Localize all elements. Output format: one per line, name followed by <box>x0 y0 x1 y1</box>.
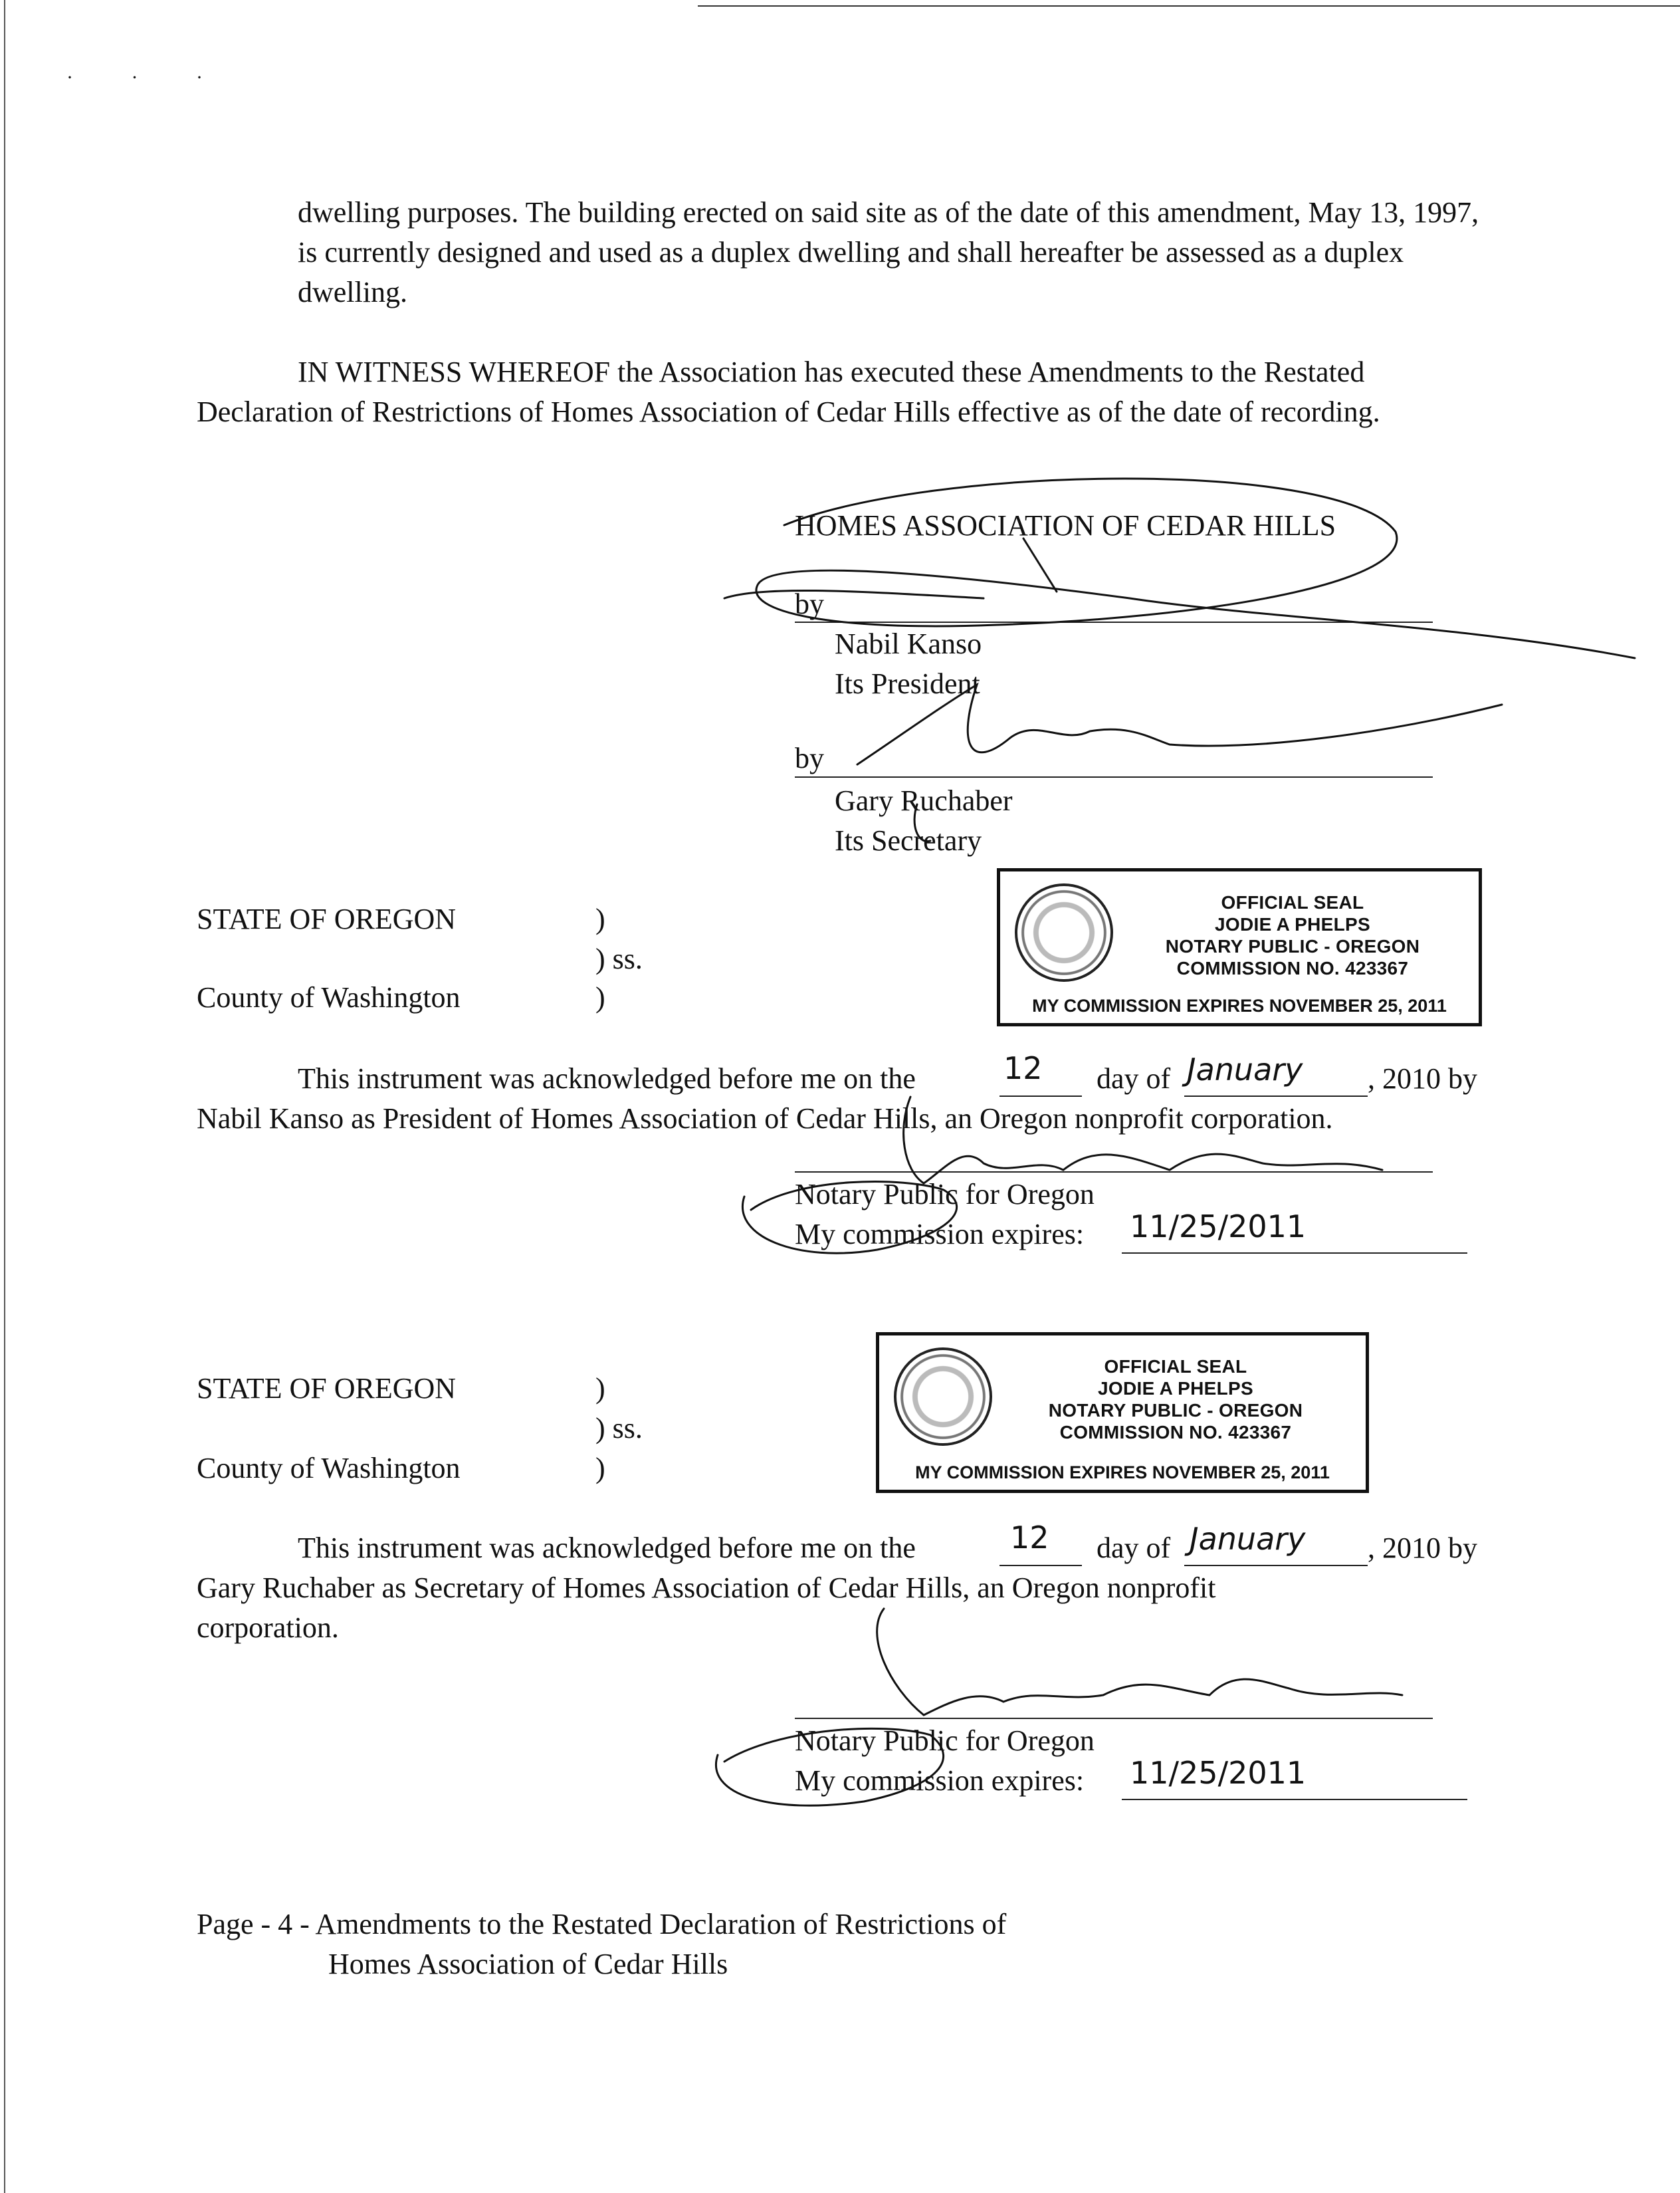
notary-signature-1 <box>742 1097 1382 1253</box>
ack2-text-line3: corporation. <box>197 1611 339 1644</box>
ack1-day: 12 <box>1003 1050 1043 1086</box>
signer-name-secretary: Gary Ruchaber <box>835 784 1013 817</box>
venue-state-2: STATE OF OREGON <box>197 1372 457 1405</box>
ack2-expires-date: 11/25/2011 <box>1130 1755 1307 1791</box>
venue-paren-2b: ) <box>595 1452 605 1484</box>
venue-county-2: County of Washington <box>197 1452 461 1484</box>
signer-title-secretary: Its Secretary <box>835 824 982 857</box>
ack1-text-mid: day of <box>1097 1062 1171 1095</box>
seal-line-4: COMMISSION NO. 423367 <box>1176 958 1409 979</box>
signer-title-president: Its President <box>835 667 980 700</box>
seal-line-5: MY COMMISSION EXPIRES NOVEMBER 25, 2011 <box>1032 996 1447 1016</box>
ack2-notary-label: Notary Public for Oregon <box>795 1724 1095 1757</box>
seal-line-5: MY COMMISSION EXPIRES NOVEMBER 25, 2011 <box>915 1462 1330 1482</box>
seal-line-2: JODIE A PHELPS <box>1098 1378 1253 1399</box>
venue-county-1: County of Washington <box>197 981 461 1014</box>
ack2-expires-label: My commission expires: <box>795 1764 1085 1797</box>
ack2-day: 12 <box>1010 1520 1049 1556</box>
signer-name-president: Nabil Kanso <box>835 628 982 660</box>
ack2-text-mid: day of <box>1097 1532 1171 1564</box>
seal-line-1: OFFICIAL SEAL <box>1104 1356 1247 1377</box>
signature-by-2: by <box>795 742 824 774</box>
ack2-month: January <box>1190 1521 1306 1557</box>
seal-line-1: OFFICIAL SEAL <box>1221 892 1364 913</box>
seal-line-3: NOTARY PUBLIC - OREGON <box>1165 936 1420 957</box>
notary-signature-2 <box>716 1609 1402 1805</box>
venue-ss-2: ) ss. <box>595 1412 643 1444</box>
body-paragraph-2: IN WITNESS WHEREOF the Association has executed these Amendments to the Restated Declaration of Restrictions of Homes Association of Cedar Hills effective as of the date of recording. <box>197 356 1380 428</box>
president-signature <box>724 479 1635 658</box>
ack1-text-year: , 2010 by <box>1368 1062 1477 1095</box>
ack2-text-pre: This instrument was acknowledged before me on the <box>298 1532 916 1564</box>
ack1-text-pre: This instrument was acknowledged before me on the <box>298 1062 916 1095</box>
scan-specks: · · · <box>66 66 229 88</box>
venue-paren-2a: ) <box>595 1372 605 1405</box>
body-paragraph-1: dwelling purposes. The building erected on said site as of the date of this amendment, May 13, 1997, is currently designed and used as a duplex dwelling and shall hereafter be assessed as a duplex dwelling. <box>298 196 1479 308</box>
venue-paren-1a: ) <box>595 903 605 935</box>
ack1-month: January <box>1187 1052 1303 1088</box>
venue-ss-1: ) ss. <box>595 943 643 975</box>
ack1-notary-label: Notary Public for Oregon <box>795 1178 1095 1211</box>
venue-state-1: STATE OF OREGON <box>197 903 457 935</box>
ack1-expires-date: 11/25/2011 <box>1130 1209 1307 1244</box>
ack2-text-line2: Gary Ruchaber as Secretary of Homes Association of Cedar Hills, an Oregon nonprofit <box>197 1571 1216 1604</box>
seal-line-3: NOTARY PUBLIC - OREGON <box>1048 1400 1303 1421</box>
seal-line-4: COMMISSION NO. 423367 <box>1059 1422 1292 1443</box>
footer-line-1: Page - 4 - Amendments to the Restated Declaration of Restrictions of <box>197 1908 1007 1940</box>
ack2-text-year: , 2010 by <box>1368 1532 1477 1564</box>
venue-paren-1b: ) <box>595 981 605 1014</box>
association-name: HOMES ASSOCIATION OF CEDAR HILLS <box>795 509 1336 542</box>
seal-line-2: JODIE A PHELPS <box>1215 914 1370 935</box>
ack1-text-line2: Nabil Kanso as President of Homes Association of Cedar Hills, an Oregon nonprofit corporation. <box>197 1102 1333 1135</box>
footer-line-2: Homes Association of Cedar Hills <box>328 1948 728 1980</box>
ack1-expires-label: My commission expires: <box>795 1218 1085 1250</box>
secretary-signature <box>857 685 1502 842</box>
signature-by-1: by <box>795 588 824 620</box>
